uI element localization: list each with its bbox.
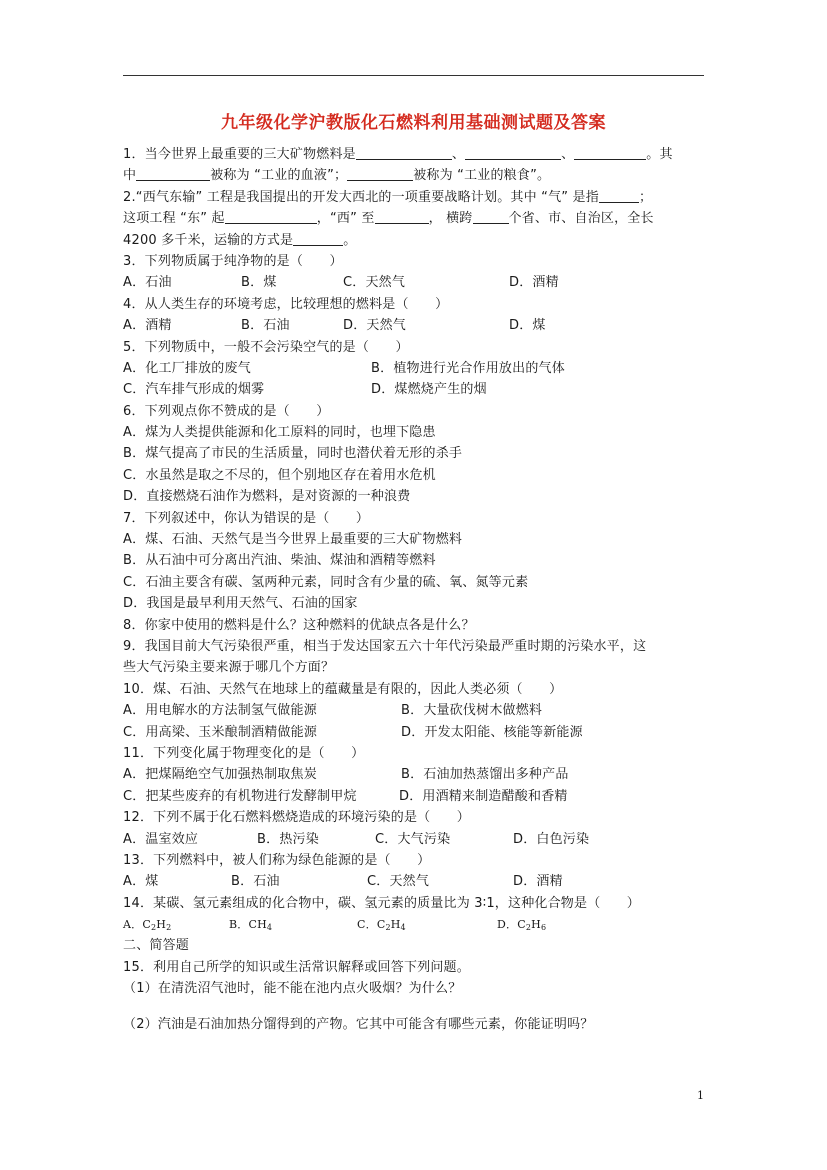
- answer-blank[interactable]: [574, 145, 646, 160]
- question-12-stem: 12．下列不属于化石燃料燃烧造成的环境污染的是（ ）: [123, 810, 470, 826]
- question-10-stem: 10．煤、石油、天然气在地球上的蕴藏量是有限的，因此人类必须（ ）: [123, 681, 563, 697]
- answer-blank[interactable]: [375, 209, 429, 224]
- option-a[interactable]: A．煤为人类提供能源和化工原料的同时，也埋下隐患: [123, 425, 436, 441]
- question-4-options: [123, 315, 713, 336]
- answer-blank[interactable]: [599, 188, 639, 203]
- option-a[interactable]: A．煤、石油、天然气是当今世界上最重要的三大矿物燃料: [123, 532, 463, 548]
- option-a[interactable]: A．酒精: [123, 318, 172, 334]
- option-b[interactable]: B．大量砍伐树木做燃料: [401, 703, 543, 719]
- option-c[interactable]: C．天然气: [367, 874, 430, 890]
- option-c[interactable]: C．汽车排气形成的烟雾: [123, 382, 265, 398]
- option-c[interactable]: C．石油主要含有碳、氢两种元素，同时含有少量的硫、氧、氮等元素: [123, 574, 529, 590]
- question-8-stem: 8．你家中使用的燃料是什么？这种燃料的优缺点各是什么？: [123, 617, 475, 633]
- question-2-line-3: 4200 多千米，运输的方式是 。: [123, 232, 357, 248]
- question-2-line-2: 这项工程 “东” 起 ，“西” 至 ， 横跨 个省、市、自治区，全长: [123, 211, 654, 227]
- option-d[interactable]: D．酒精: [509, 275, 559, 291]
- question-2-line-1: 2.“西气东输” 工程是我国提出的开发大西北的一项重要战略计划。其中 “气” 是指 ；: [123, 189, 653, 205]
- page-title: 九年级化学沪教版化石燃料利用基础测试题及答案: [221, 113, 606, 133]
- option-b[interactable]: B．石油: [231, 874, 280, 890]
- option-c[interactable]: C．$C_2H_4$: [357, 918, 406, 933]
- question-5-stem: 5．下列物质中，一般不会污染空气的是（ ）: [123, 339, 409, 355]
- option-b[interactable]: B．煤气提高了市民的生活质量，同时也潜伏着无形的杀手: [123, 446, 463, 462]
- question-4-stem: 4．从人类生存的环境考虑，比较理想的燃料是（ ）: [123, 296, 449, 312]
- question-15-stem: 15．利用自己所学的知识或生活常识解释或回答下列问题。: [123, 959, 470, 975]
- answer-blank[interactable]: [465, 145, 561, 160]
- question-13-options: [123, 871, 713, 892]
- question-1-line-1: 1．当今世界上最重要的三大矿物燃料是 、 、 。其: [123, 147, 673, 162]
- answer-blank[interactable]: [293, 231, 343, 246]
- header-rule: [123, 75, 704, 76]
- option-c[interactable]: C．天然气: [343, 275, 406, 291]
- question-3-stem: 3．下列物质属于纯净物的是（ ）: [123, 253, 343, 269]
- option-d[interactable]: D．用酒精来制造醋酸和香精: [399, 788, 568, 804]
- option-a[interactable]: A．石油: [123, 275, 172, 291]
- option-c[interactable]: C．把某些废弃的有机物进行发酵制甲烷: [123, 788, 357, 804]
- question-12-options: [123, 829, 713, 850]
- question-11-options-row-1: [123, 764, 713, 785]
- question-9-line-2: 些大气污染主要来源于哪几个方面？: [123, 660, 335, 676]
- question-11-options-row-2: [123, 786, 713, 807]
- option-a[interactable]: A．煤: [123, 874, 159, 890]
- option-a[interactable]: A．温室效应: [123, 831, 199, 847]
- option-c[interactable]: C．水虽然是取之不尽的，但个别地区存在着用水危机: [123, 467, 436, 483]
- question-3-options: [123, 272, 713, 293]
- option-d[interactable]: D．酒精: [513, 874, 563, 890]
- option-c[interactable]: C．大气污染: [375, 831, 451, 847]
- option-a[interactable]: A．$C_2H_2$: [123, 918, 172, 933]
- answer-blank[interactable]: [356, 145, 452, 160]
- option-b[interactable]: B．$CH_4$: [229, 918, 273, 933]
- option-b[interactable]: B．从石油中可分离出汽油、柴油、煤油和酒精等燃料: [123, 553, 436, 569]
- option-b[interactable]: B．热污染: [257, 831, 319, 847]
- option-d[interactable]: D．$C_2H_6$: [497, 918, 547, 933]
- option-a[interactable]: A．化工厂排放的废气: [123, 360, 251, 376]
- option-b[interactable]: B．石油加热蒸馏出多种产品: [401, 767, 569, 783]
- question-9-line-1: 9．我国目前大气污染很严重，相当于发达国家五六十年代污染最严重时期的污染水平，这: [123, 638, 647, 654]
- option-b[interactable]: B．石油: [241, 318, 290, 334]
- answer-space[interactable]: [123, 1000, 713, 1014]
- option-d[interactable]: D．我国是最早利用天然气、石油的国家: [123, 596, 358, 612]
- option-c[interactable]: D．天然气: [343, 318, 407, 334]
- question-10-options-row-2: [123, 722, 713, 743]
- option-c[interactable]: C．用高梁、玉米酿制酒精做能源: [123, 724, 318, 740]
- question-15-part-2: （2）汽油是石油加热分馏得到的产物。它其中可能含有哪些元素，你能证明吗？: [123, 1016, 594, 1032]
- option-b[interactable]: B．煤: [241, 275, 277, 291]
- option-d[interactable]: D．开发太阳能、核能等新能源: [401, 724, 583, 740]
- option-d[interactable]: D．煤: [509, 318, 546, 334]
- question-14-stem: 14．某碳、氢元素组成的化合物中，碳、氢元素的质量比为 3∶1，这种化合物是（ ）: [123, 895, 640, 911]
- option-a[interactable]: A．用电解水的方法制氢气做能源: [123, 703, 317, 719]
- question-1-line-2: 中 被称为 “工业的血液”； 被称为 “工业的粮食”。: [123, 168, 551, 184]
- question-7-stem: 7．下列叙述中，你认为错误的是（ ）: [123, 510, 370, 526]
- question-5-options-row-2: [123, 379, 713, 400]
- question-5-options-row-1: [123, 358, 713, 379]
- page-number: 1: [697, 1089, 704, 1102]
- question-14-options: [123, 914, 713, 935]
- question-11-stem: 11．下列变化属于物理变化的是（ ）: [123, 745, 365, 761]
- option-d[interactable]: D．煤燃烧产生的烟: [371, 382, 487, 398]
- answer-blank[interactable]: [347, 166, 413, 181]
- question-6-stem: 6．下列观点你不赞成的是（ ）: [123, 403, 330, 419]
- question-10-options-row-1: [123, 700, 713, 721]
- option-b[interactable]: B．植物进行光合作用放出的气体: [371, 360, 565, 376]
- answer-blank[interactable]: [136, 166, 210, 181]
- section-heading: 二、简答题: [123, 938, 190, 954]
- answer-blank[interactable]: [225, 209, 317, 224]
- question-15-part-1: （1）在清洗沼气池时，能不能在池内点火吸烟？为什么？: [123, 981, 462, 997]
- option-d[interactable]: D．直接燃烧石油作为燃料，是对资源的一种浪费: [123, 489, 411, 505]
- question-13-stem: 13．下列燃料中，被人们称为绿色能源的是（ ）: [123, 852, 431, 868]
- answer-blank[interactable]: [473, 209, 509, 224]
- question-body: [123, 144, 713, 1035]
- option-d[interactable]: D．白色污染: [513, 831, 590, 847]
- option-a[interactable]: A．把煤隔绝空气加强热制取焦炭: [123, 767, 317, 783]
